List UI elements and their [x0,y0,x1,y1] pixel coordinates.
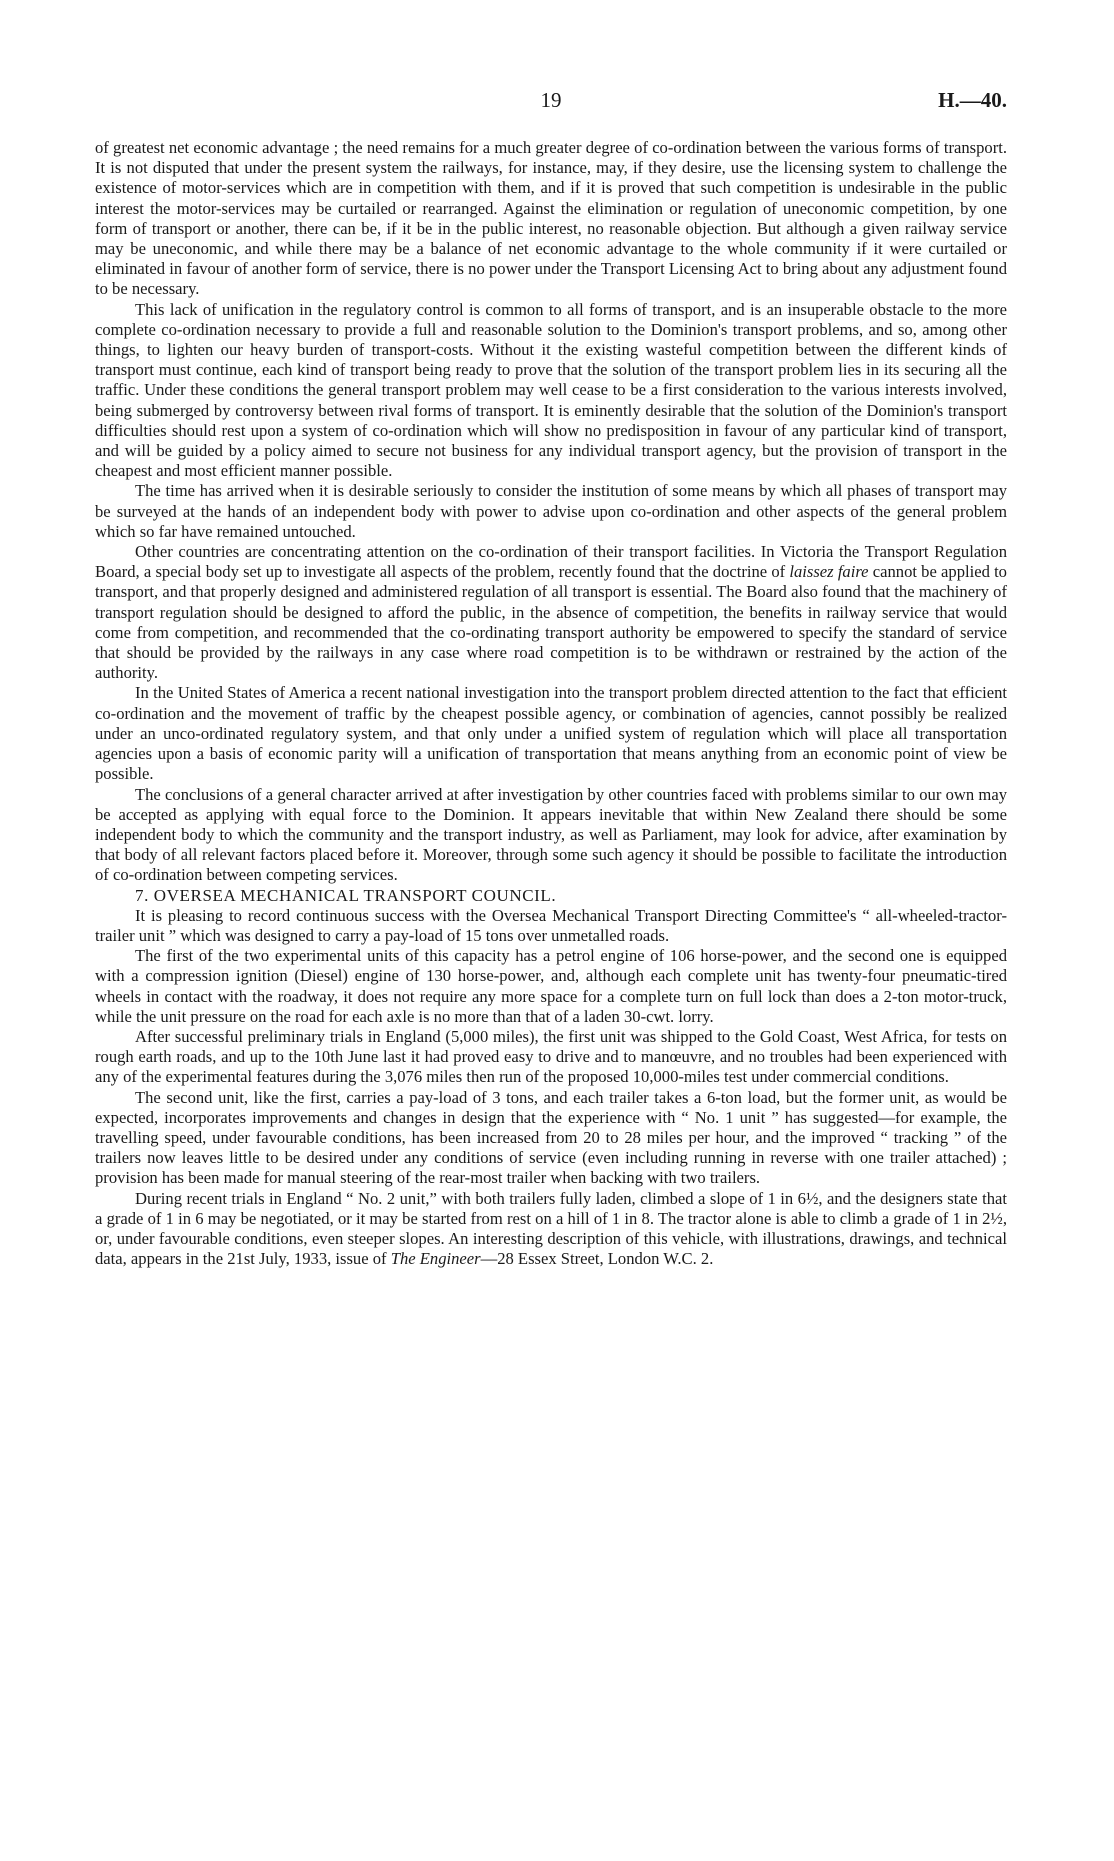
paragraph-continuation: of greatest net economic advantage ; the need remains for a much greater degree of co-ordination between the various forms of transport. It is not disputed that under the present system the railways, for instance, may, if they desire, use the licensing system to challenge the existence of motor-services which are in competition with them, and if it is proved that such competition is undesirable in the public interest the motor-services may be curtailed or rearranged. Against the elimination or regulation of uneconomic competition, by one form of transport or another, there can be, if it be in the public interest, no reasonable objection. But although a given railway service may be uneconomic, and while there may be a balance of net economic advantage to the whole community if it were curtailed or eliminated in favour of another form of service, there is no power under the Transport Licensing Act to bring about any adjustment found to be necessary. [95,138,1007,299]
paragraph-victoria [95,542,1007,683]
victoria-text-a: Other countries are concentrating attention on the co-ordination of their transport facilities. In Victoria the Transport Regulation Board, a special body set up to investigate all aspects of the problem, recently found that the doctrine of [95,542,1007,582]
paragraph-recent-trials [95,1189,1007,1270]
paragraph-independent-body: The time has arrived when it is desirable seriously to consider the institution of some means by which all phases of transport may be surveyed at the hands of an independent body with power to advise upon co-ordination and other aspects of the general problem which so far have remained untouched. [95,481,1007,541]
paragraph-unification: This lack of unification in the regulatory control is common to all forms of transport, and is an insuperable obstacle to the more complete co-ordination necessary to provide a full and reasonable solution to the Dominion's transport problems, and so, among other things, to lighten our heavy burden of transport-costs. Without it the existing wasteful competition between the different kinds of transport must continue, each kind of transport being ready to prove that the solution of the transport problem lies in its securing all the traffic. Under these conditions the general transport problem may well cease to be a first consideration to the various interests involved, being submerged by controversy between rival forms of transport. It is eminently desirable that the solution of the Dominion's transport difficulties should rest upon a system of co-ordination which will show no predisposition in favour of any particular kind of transport, and will be guided by a policy aimed to secure not business for any individual transport agency, but the provision of transport in the cheapest and most efficient manner possible. [95,299,1007,481]
paragraph-conclusions: The conclusions of a general character arrived at after investigation by other countries faced with problems similar to our own may be accepted as applying with equal force to the Dominion. It appears inevitable that within New Zealand there should be some independent body to which the community and the transport industry, as well as Parliament, may look for advice, after examination by that body of all relevant factors placed before it. Moreover, through some such agency it should be possible to facilitate the introduction of co-ordination between competing services. [95,784,1007,885]
section-heading: 7. OVERSEA MECHANICAL TRANSPORT COUNCIL. [135,885,557,905]
victoria-text-b: cannot be applied to transport, and that properly designed and administered regulation of all transport is essential. The Board also found that the machinery of transport regulation should be designed to afford the public, in the absence of competition, the benefits in railway service that would come from competition, and recommended that the co-ordinating transport authority be empowered to specify the standard of service that should be provided by the railways in any case where road competition is to be withdrawn or restrained by the action of the authority. [95,562,1007,683]
paragraph-second-unit: The second unit, like the first, carries a pay-load of 3 tons, and each trailer takes a 6-ton load, but the former unit, as would be expected, incorporates improvements and changes in design that the experience with “ No. 1 unit ” has suggested—for example, the travelling speed, under favourable conditions, has been increased from 20 to 28 miles per hour, and the improved “ tracking ” of the trailers now leaves little to be desired under any conditions of service (even including running in reverse with one trailer attached) ; provision has been made for manual steering of the rear-most trailer when backing with two trailers. [95,1087,1007,1188]
journal-title: The Engineer [390,1249,481,1269]
document-body [95,138,1007,1269]
document-reference: H.—40. [938,88,1007,112]
paragraph-oversea-intro: It is pleasing to record continuous success with the Oversea Mechanical Transport Directing Committee's “ all-wheeled-tractor-trailer unit ” which was designed to carry a pay-load of 15 tons over unmetalled roads. [95,905,1007,945]
paragraph-gold-coast-trials: After successful preliminary trials in England (5,000 miles), the first unit was shipped to the Gold Coast, West Africa, for tests on rough earth roads, and up to the 10th June last it had proved easy to drive and to manœuvre, and no troubles had been experienced with any of the experimental features during the 3,076 miles then run of the proposed 10,000-miles test under commercial conditions. [95,1026,1007,1087]
recent-trials-text: During recent trials in England “ No. 2 unit,” with both trailers fully laden, climbed a slope of 1 in 6½, and the designers state that a grade of 1 in 6 may be negotiated, or it may be started from rest on a hill of 1 in 8. The tractor alone is able to climb a grade of 1 in 2½, or, under favourable conditions, even steeper slopes. An interesting description of this vehicle, with illustrations, drawings, and technical data, appears in the 21st July, 1933, issue of [95,1188,1007,1269]
laissez-faire-term: laissez faire [789,562,869,582]
journal-address: —28 Essex Street, London W.C. 2. [480,1249,714,1269]
paragraph-experimental-units: The first of the two experimental units of this capacity has a petrol engine of 106 horse-power, and the second one is equipped with a compression ignition (Diesel) engine of 130 horse-power, and, although each complete unit has twenty-four pneumatic-tired wheels in contact with the roadway, it does not require any more space for a complete turn on full lock than does a 2-ton motor-truck, while the unit pressure on the road for each axle is no more than that of a laden 30-cwt. lorry. [95,946,1007,1026]
paragraph-united-states: In the United States of America a recent national investigation into the transport problem directed attention to the fact that efficient co-ordination and the movement of traffic by the cheapest possible agency, or combination of agencies, cannot possibly be realized under an unco-ordinated regulatory system, and that only under a unified system of regulation which will place all transportation agencies upon a basis of economic parity will a unification of transportation that means anything from an economic point of view be possible. [95,683,1007,784]
running-head [95,88,1007,118]
page-number: 19 [540,88,562,112]
